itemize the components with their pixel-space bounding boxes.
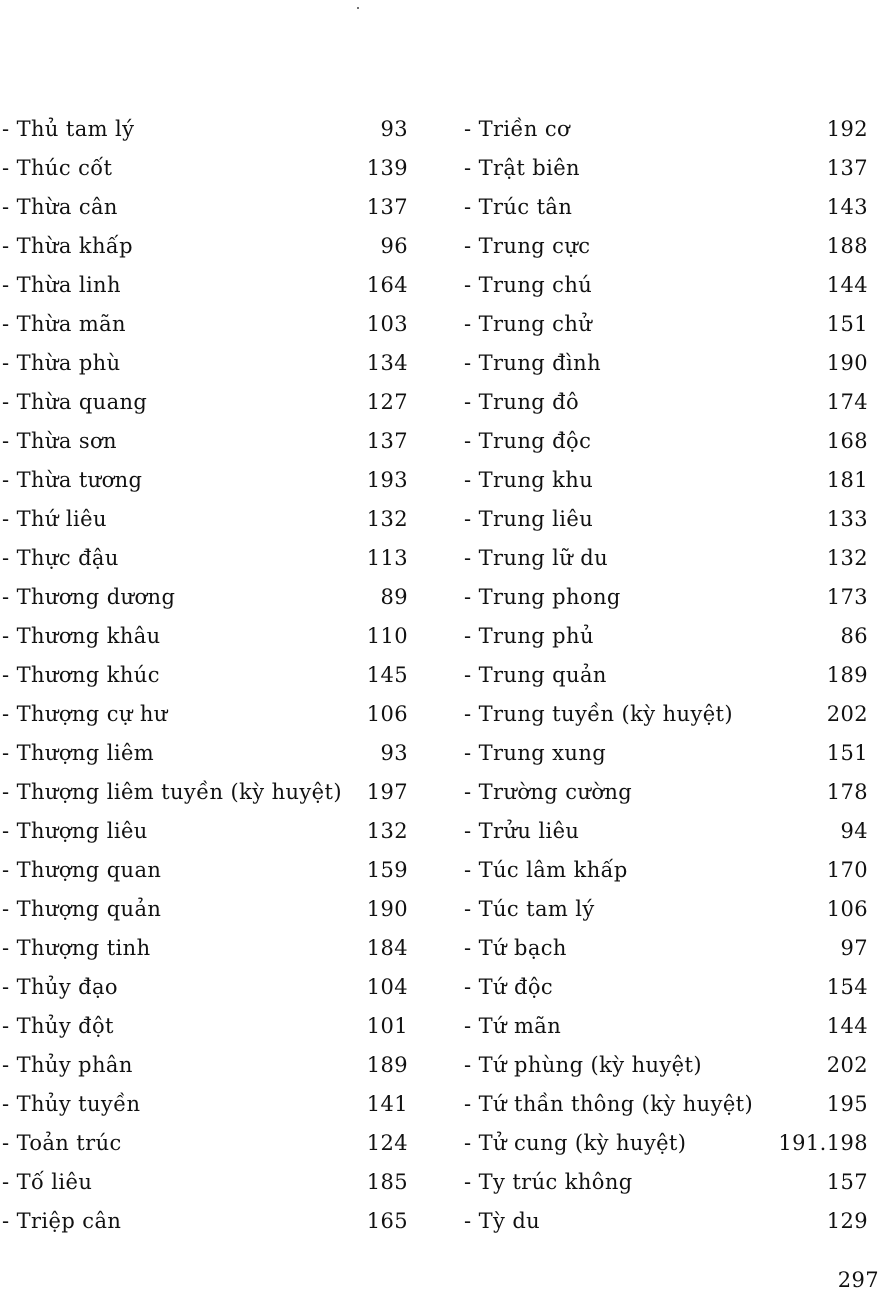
entry-page: 106 [366, 701, 408, 726]
entry-term: - Tỳ du [464, 1208, 541, 1233]
entry-term: - Thừa phù [2, 350, 121, 375]
entry-term: - Trung xung [464, 740, 607, 765]
entry-term: - Trung phong [464, 584, 621, 609]
entry-term: - Thứ liêu [2, 506, 107, 531]
entry-page: 193 [366, 467, 408, 492]
entry-term: - Túc lâm khấp [464, 857, 628, 882]
entry-page: 137 [366, 194, 408, 219]
entry-term: - Thương khúc [2, 662, 160, 687]
entry-term: - Trúc tân [464, 194, 573, 219]
entry-term: - Trung cực [464, 233, 591, 258]
entry-term: - Trường cường [464, 779, 633, 804]
entry-page: 127 [366, 389, 408, 414]
index-entry [2, 811, 408, 850]
entry-term: - Thương dương [2, 584, 176, 609]
index-entry [464, 382, 868, 421]
entry-page: 197 [366, 779, 408, 804]
index-entry [464, 226, 868, 265]
entry-term: - Trung quản [464, 662, 607, 687]
entry-term: - Trửu liêu [464, 818, 580, 843]
entry-term: - Trung chú [464, 272, 593, 297]
entry-page: 124 [366, 1130, 408, 1155]
entry-page: 178 [826, 779, 868, 804]
index-entry [464, 304, 868, 343]
entry-term: - Tứ mãn [464, 1013, 562, 1038]
entry-page: 97 [840, 935, 868, 960]
entry-term: - Thừa tương [2, 467, 143, 492]
index-entry [464, 1162, 868, 1201]
entry-page: 189 [826, 662, 868, 687]
index-entry [464, 538, 868, 577]
entry-page: 113 [366, 545, 408, 570]
entry-page: 89 [380, 584, 408, 609]
entry-page: 145 [366, 662, 408, 687]
index-entry [2, 265, 408, 304]
index-entry [2, 1123, 408, 1162]
entry-page: 93 [380, 740, 408, 765]
index-entry [464, 109, 868, 148]
entry-term: - Trung lữ du [464, 545, 609, 570]
index-entry [464, 1006, 868, 1045]
entry-term: - Thủy đột [2, 1013, 114, 1038]
entry-page: 188 [826, 233, 868, 258]
entry-page: 110 [366, 623, 408, 648]
entry-page: 129 [826, 1208, 868, 1233]
entry-term: - Thượng cự hư [2, 701, 168, 726]
entry-term: - Tứ phùng (kỳ huyệt) [464, 1052, 702, 1077]
entry-page: 170 [826, 857, 868, 882]
index-entry [2, 343, 408, 382]
entry-page: 195 [826, 1091, 868, 1116]
index-entry [2, 226, 408, 265]
entry-term: - Thừa quang [2, 389, 148, 414]
entry-term: - Ty trúc không [464, 1169, 633, 1194]
entry-term: - Triệp cân [2, 1208, 122, 1233]
entry-page: 132 [826, 545, 868, 570]
index-entry [464, 694, 868, 733]
entry-term: - Trung liêu [464, 506, 594, 531]
index-entry [2, 577, 408, 616]
entry-term: - Thừa mãn [2, 311, 126, 336]
entry-term: - Tứ bạch [464, 935, 567, 960]
entry-page: 144 [826, 272, 868, 297]
entry-term: - Thủ tam lý [2, 116, 135, 141]
index-entry [2, 967, 408, 1006]
index-entry [464, 616, 868, 655]
entry-page: 190 [366, 896, 408, 921]
index-entry [2, 655, 408, 694]
index-entry [2, 694, 408, 733]
entry-term: - Thượng tinh [2, 935, 151, 960]
entry-term: - Thủy đạo [2, 974, 118, 999]
index-entry [464, 1123, 868, 1162]
entry-page: 181 [826, 467, 868, 492]
index-entry [2, 304, 408, 343]
index-entry [2, 109, 408, 148]
entry-page: 96 [380, 233, 408, 258]
index-entry [464, 265, 868, 304]
entry-page: 184 [366, 935, 408, 960]
index-entry [2, 421, 408, 460]
entry-term: - Thượng liêm tuyền (kỳ huyệt) [2, 779, 342, 804]
entry-page: 141 [366, 1091, 408, 1116]
index-entry [464, 811, 868, 850]
index-entry [464, 577, 868, 616]
index-entry [464, 928, 868, 967]
entry-page: 151 [826, 311, 868, 336]
entry-page: 93 [380, 116, 408, 141]
index-entry [2, 772, 408, 811]
index-entry [2, 538, 408, 577]
entry-page: 94 [840, 818, 868, 843]
entry-page: 185 [366, 1169, 408, 1194]
index-entry [2, 187, 408, 226]
index-entry [464, 1084, 868, 1123]
entry-term: - Tứ thần thông (kỳ huyệt) [464, 1091, 754, 1116]
entry-term: - Thực đậu [2, 545, 119, 570]
entry-page: 86 [840, 623, 868, 648]
index-column-right [464, 109, 868, 1240]
index-entry [2, 889, 408, 928]
index-entry [464, 1045, 868, 1084]
entry-term: - Trung độc [464, 428, 592, 453]
index-entry [464, 655, 868, 694]
index-entry [2, 616, 408, 655]
entry-term: - Thượng quan [2, 857, 162, 882]
entry-page: 137 [826, 155, 868, 180]
entry-term: - Thủy phân [2, 1052, 133, 1077]
entry-page: 165 [366, 1208, 408, 1233]
index-entry [464, 733, 868, 772]
entry-page: 137 [366, 428, 408, 453]
entry-term: - Thương khâu [2, 623, 161, 648]
entry-page: 144 [826, 1013, 868, 1038]
index-entry [2, 850, 408, 889]
index-entry [464, 499, 868, 538]
entry-page: 168 [826, 428, 868, 453]
index-entry [464, 460, 868, 499]
entry-page: 134 [366, 350, 408, 375]
entry-page: 106 [826, 896, 868, 921]
entry-page: 132 [366, 818, 408, 843]
index-entry [464, 187, 868, 226]
entry-page: 151 [826, 740, 868, 765]
entry-page: 157 [826, 1169, 868, 1194]
entry-page: 173 [826, 584, 868, 609]
index-entry [464, 889, 868, 928]
entry-page: 159 [366, 857, 408, 882]
entry-page: 104 [366, 974, 408, 999]
entry-page: 190 [826, 350, 868, 375]
entry-page: 101 [366, 1013, 408, 1038]
entry-term: - Trung chử [464, 311, 593, 336]
index-entry [2, 1201, 408, 1240]
entry-term: - Tứ độc [464, 974, 554, 999]
index-entry [464, 967, 868, 1006]
entry-page: 103 [366, 311, 408, 336]
entry-term: - Toản trúc [2, 1130, 122, 1155]
entry-page: 133 [826, 506, 868, 531]
index-entry [464, 148, 868, 187]
entry-term: - Thừa linh [2, 272, 121, 297]
entry-term: - Thừa cân [2, 194, 118, 219]
entry-page: 202 [826, 1052, 868, 1077]
index-entry [464, 343, 868, 382]
entry-term: - Trật biên [464, 155, 580, 180]
entry-term: - Tố liêu [2, 1169, 93, 1194]
index-entry [464, 1201, 868, 1240]
entry-term: - Trung đình [464, 350, 601, 375]
entry-term: - Tử cung (kỳ huyệt) [464, 1130, 687, 1155]
index-entry [2, 1162, 408, 1201]
page-number: 297 [837, 1268, 879, 1292]
entry-page: 202 [826, 701, 868, 726]
entry-term: - Thừa sơn [2, 428, 117, 453]
entry-page: 139 [366, 155, 408, 180]
index-column-left [2, 109, 408, 1240]
index-entry [464, 421, 868, 460]
entry-page: 132 [366, 506, 408, 531]
entry-term: - Trung phủ [464, 623, 594, 648]
index-entry [2, 460, 408, 499]
entry-page: 174 [826, 389, 868, 414]
entry-term: - Thượng liêu [2, 818, 148, 843]
entry-term: - Triền cơ [464, 116, 571, 141]
index-entry [2, 148, 408, 187]
index-entry [2, 382, 408, 421]
entry-page: 189 [366, 1052, 408, 1077]
entry-term: - Thủy tuyền [2, 1091, 141, 1116]
index-entry [2, 733, 408, 772]
index-entry [2, 1084, 408, 1123]
entry-term: - Túc tam lý [464, 896, 595, 921]
entry-term: - Thượng liêm [2, 740, 155, 765]
entry-term: - Trung đô [464, 389, 580, 414]
entry-page: 154 [826, 974, 868, 999]
index-entry [2, 928, 408, 967]
index-entry [2, 499, 408, 538]
index-entry [2, 1006, 408, 1045]
index-entry [2, 1045, 408, 1084]
entry-page: 143 [826, 194, 868, 219]
index-entry [464, 772, 868, 811]
index-entry [464, 850, 868, 889]
entry-term: - Thúc cốt [2, 155, 113, 180]
entry-term: - Thượng quản [2, 896, 162, 921]
entry-page: 191.198 [778, 1130, 868, 1155]
entry-page: 164 [366, 272, 408, 297]
entry-term: - Trung khu [464, 467, 594, 492]
scan-speck [357, 7, 359, 9]
entry-term: - Thừa khấp [2, 233, 133, 258]
entry-page: 192 [826, 116, 868, 141]
entry-term: - Trung tuyền (kỳ huyệt) [464, 701, 733, 726]
